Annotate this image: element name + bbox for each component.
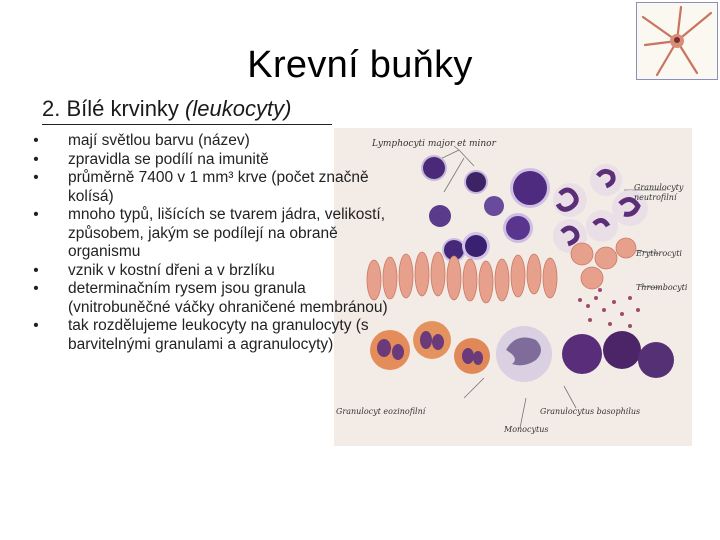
bullet-item [30, 206, 390, 262]
bullet-item [30, 151, 390, 170]
label-granulocyty-2: neutrofilní [634, 193, 677, 202]
erythrocyte-cell [367, 238, 636, 303]
label-thrombocyti: Thrombocyti [636, 283, 688, 292]
bullet-text: mnoho typů, lišících se tvarem jádra, velikostí, způsobem, jakým se podílejí na obraně organismu [68, 206, 386, 260]
bullet-dot: • [33, 206, 39, 223]
bullet-text: průměrně 7400 v 1 mm³ krve (počet značně kolísá) [68, 169, 369, 205]
bullet-item [30, 262, 390, 281]
subtitle-prefix: 2. Bílé krvinky [42, 96, 186, 121]
bullet-text: tak rozdělujeme leukocyty na granulocyty (s barvitelnými granulami a agranulocyty) [68, 317, 369, 353]
bullet-text: vznik v kostní dřeni a v brzlíku [68, 261, 275, 279]
bullet-item [30, 169, 390, 206]
label-monocytus: Monocytus [504, 425, 549, 434]
label-eosinofilni: Granulocyt eozinofilní [336, 407, 426, 416]
neutrophil-cell [553, 164, 648, 253]
bullet-item [30, 317, 390, 354]
bullet-text: zpravidla se podílí na imunitě [68, 150, 269, 168]
label-basofilni: Granulocytus basophilus [540, 407, 641, 416]
label-erythrocyti: Erythrocyti [636, 249, 682, 258]
bullet-text: determinačním rysem jsou granula (vnitrobuněčné váčky ohraničené membránou) [68, 280, 388, 316]
bullet-dot: • [33, 261, 39, 279]
bullet-list [30, 132, 390, 354]
bullet-dot: • [33, 132, 39, 149]
bullet-dot: • [33, 317, 39, 334]
subtitle-underline [42, 124, 332, 125]
bullet-dot: • [33, 150, 39, 168]
monocyte-cell [496, 326, 552, 382]
page-title: Krevní buňky [247, 44, 473, 86]
subtitle-italic: (leukocyty) [185, 96, 292, 121]
bullet-dot: • [33, 169, 39, 186]
label-granulocyty-1: Granulocyty [634, 183, 684, 192]
section-subtitle [42, 96, 291, 122]
bullet-item [30, 132, 390, 151]
thrombocyte-cell [578, 288, 640, 328]
label-lymphocyti: Lymphocyti major et minor [372, 139, 496, 149]
bullet-item [30, 280, 390, 317]
bullet-dot: • [33, 280, 39, 297]
basophil-cell [562, 331, 674, 378]
lymphocyte-cell [421, 155, 550, 262]
bullet-text: mají světlou barvu (název) [68, 132, 250, 149]
